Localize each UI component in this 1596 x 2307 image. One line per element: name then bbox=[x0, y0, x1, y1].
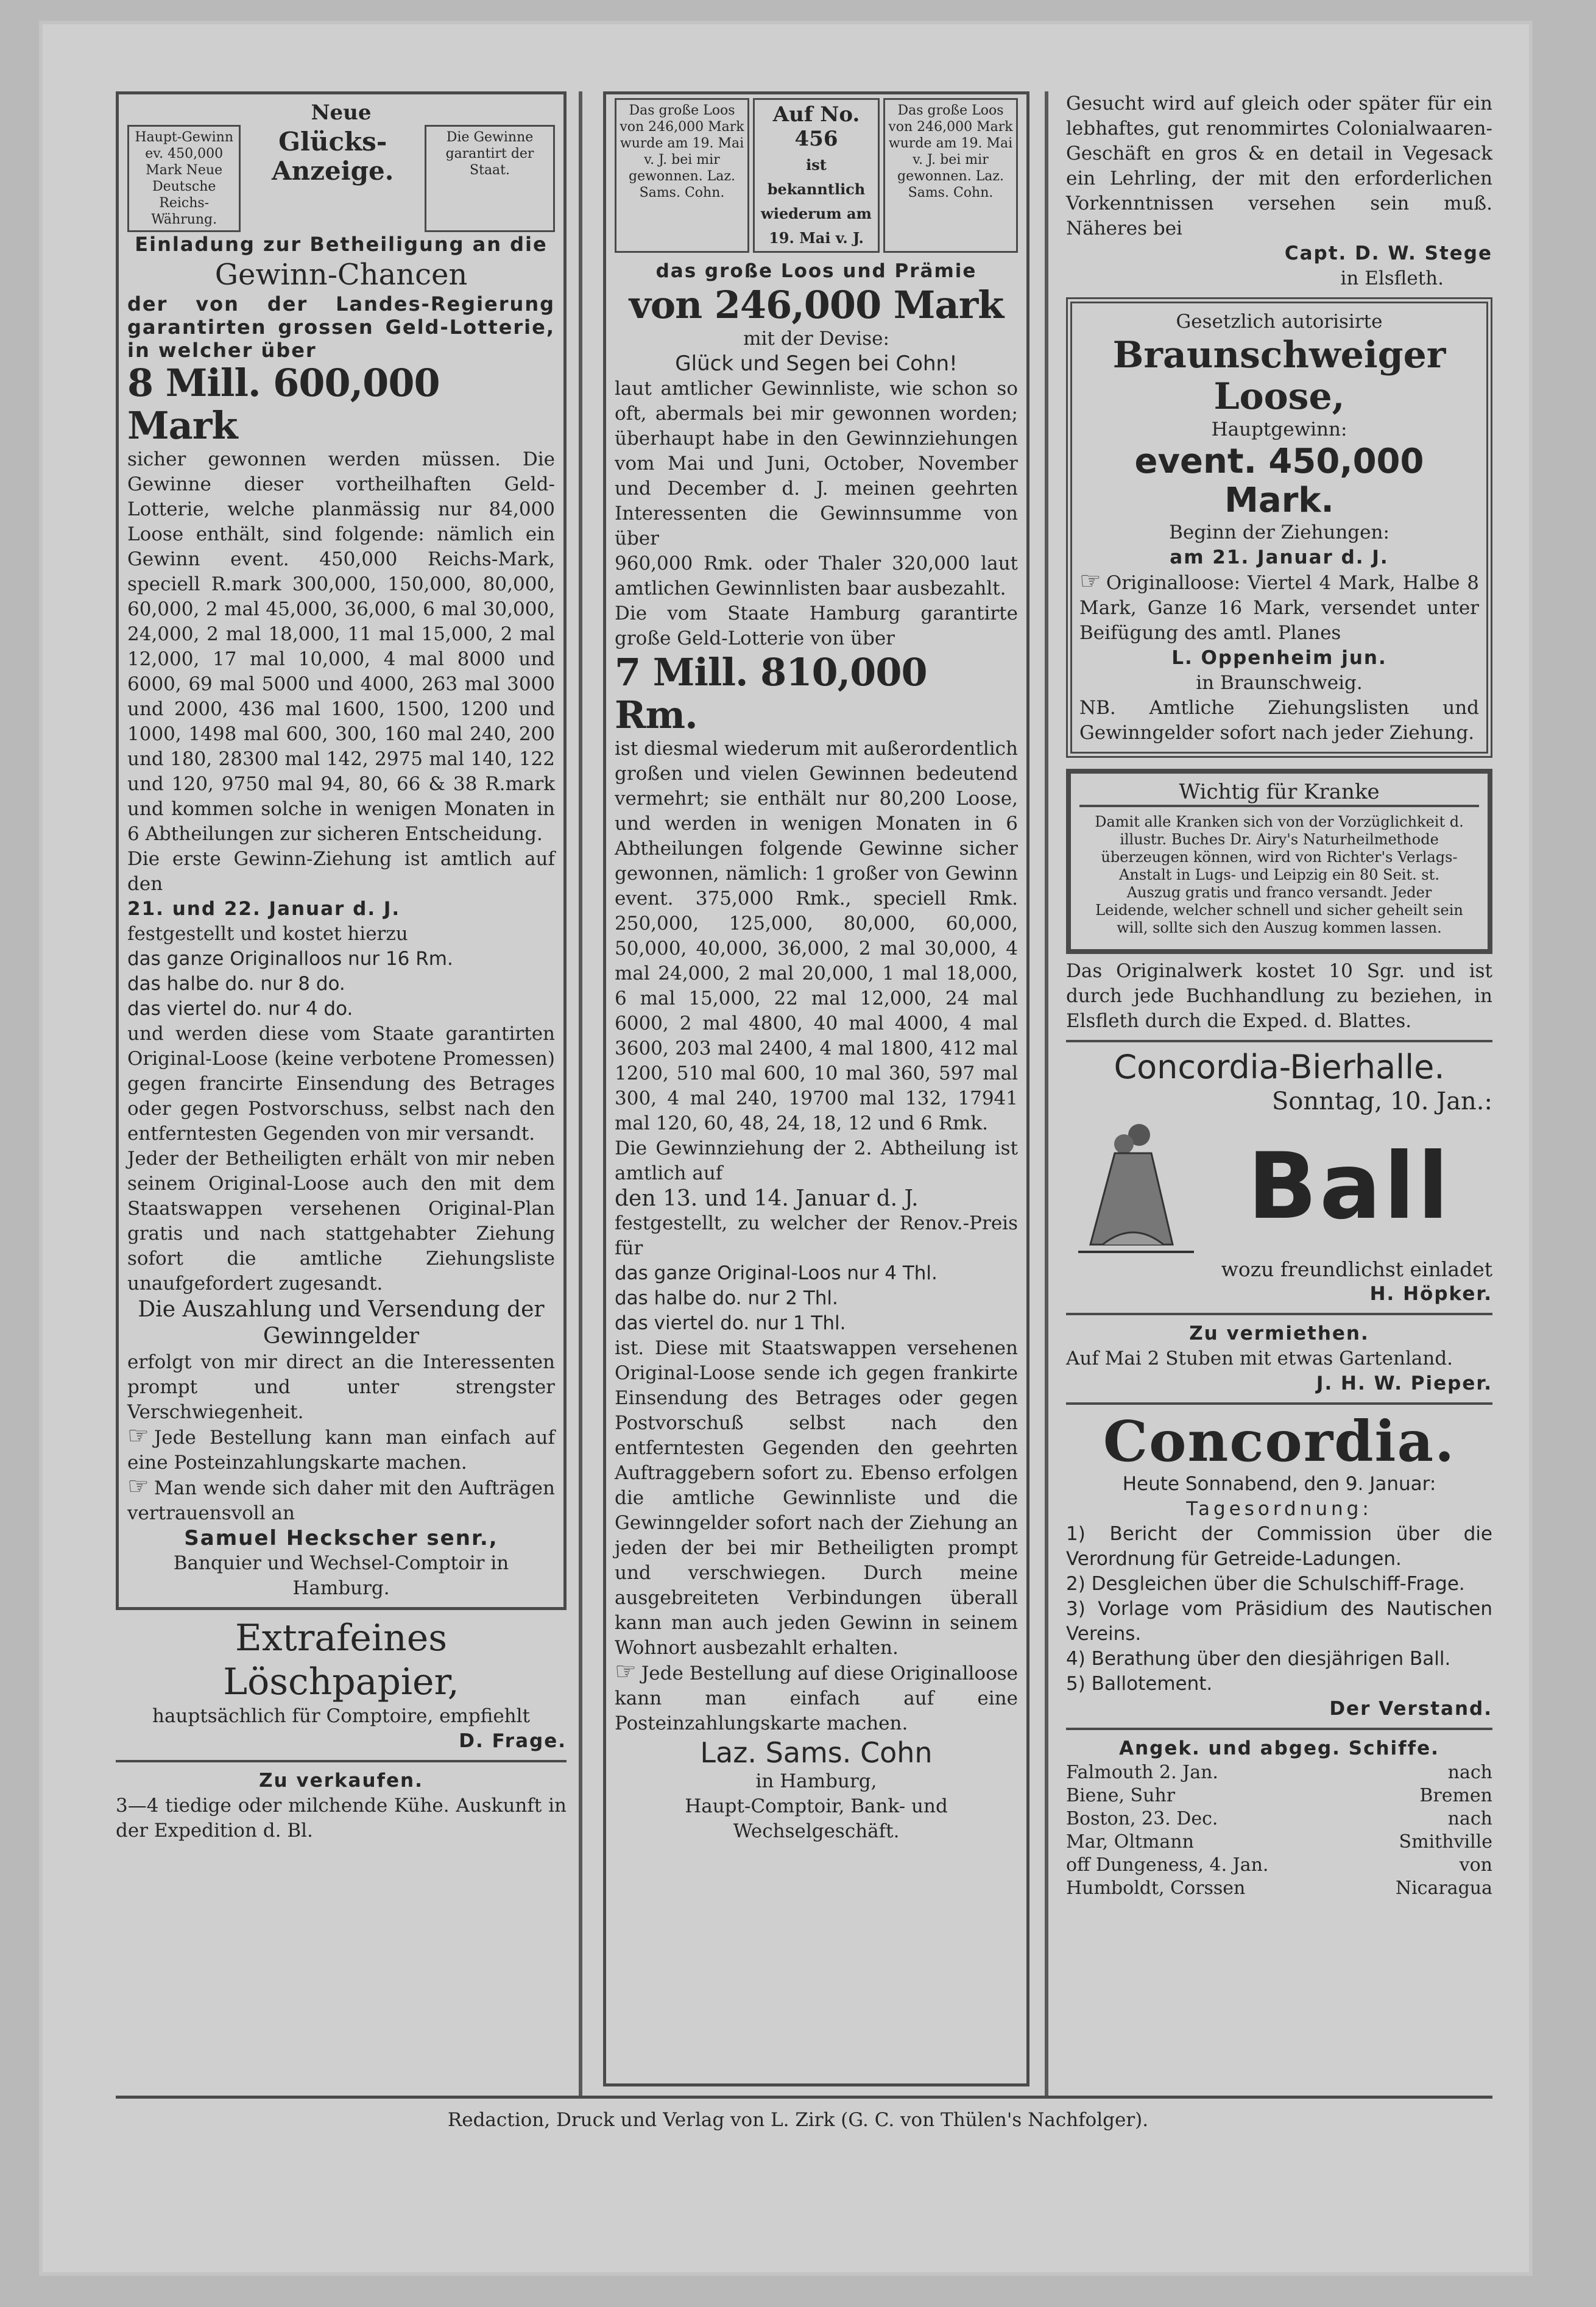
ship-dest: nach bbox=[1447, 1808, 1492, 1829]
gesetzlich-heading: Gesetzlich autorisirte bbox=[1176, 311, 1383, 333]
cohn-price-half: das halbe do. nur 2 Thl. bbox=[615, 1287, 838, 1309]
auszahlung-heading: Die Auszahlung und Versendung der Gewinngelder bbox=[138, 1297, 545, 1349]
gesucht-paragraph: Gesucht wird auf gleich oder später für ein lebhaftes, gut renommirtes Colonialwaaren-Geschäft en gros & en detail in Vegesack ein Lehrling, der mit den erforderlichen Vorkenntnissen versehen sein muß. Näheres bei bbox=[1066, 93, 1492, 239]
ship-row bbox=[1066, 1784, 1492, 1807]
column-2 bbox=[603, 91, 1029, 2086]
pointing-hand-icon: ☞ bbox=[127, 1422, 149, 1450]
list-item: 2) Desgleichen über die Schulschiff-Frage. bbox=[1066, 1573, 1465, 1595]
loos-praemie: das große Loos und Prämie bbox=[655, 260, 977, 282]
heute-text: Heute Sonnabend, den 9. Januar: bbox=[1122, 1473, 1436, 1495]
renov-preis: festgestellt, zu welcher der Renov.-Preis für bbox=[615, 1212, 1018, 1259]
ship-dest: Smithville bbox=[1399, 1831, 1492, 1853]
auftraege-text: Man wende sich daher mit den Aufträgen vertrauensvoll an bbox=[127, 1477, 555, 1524]
plan-paragraph: Jeder der Betheiligten erhält von mir neben seinem Original-Loose auch den mit dem Staatswappen versehenen Original-Plan gratis und nach stattgehabter Ziehung sofort die amtliche Ziehungsliste unaufgefordert zugesandt. bbox=[127, 1148, 555, 1295]
ziehung-date: 21. und 22. Januar d. J. bbox=[127, 898, 401, 920]
tagesordnung-label: Tagesordnung: bbox=[1186, 1498, 1372, 1520]
list-item: 4) Berathung über den diesjährigen Ball. bbox=[1066, 1648, 1451, 1670]
big-7-mill: 7 Mill. 810,000 Rm. bbox=[615, 650, 927, 737]
cohn-gewinne-paragraph: ist diesmal wiederum mit außerordentlich großen und vielen Gewinnen bedeutend vermehrt; sie enthält nur 80,200 Loose, und werden in wenigen Monaten in 6 Abtheilungen folgende Gewinne sicher gewonnen, nämlich: 1 großer von Gewinn event. 375,000 Rmk., speciell Rmk. 250,000, 125,000, 80,000, 60,000, 50,000, 40,000, 36,000, 2 mal 30,000, 4 mal 24,000, 2 mal 20,000, 1 mal 18,000, 6 mal 15,000, 22 mal 12,000, 24 mal 6000, 2 mal 4800, 40 mal 4000, 4 mal 3600, 203 mal 2400, 4 mal 1800, 412 mal 1200, 510 mal 600, 10 mal 360, 597 mal 300, 4 mal 240, 19700 mal 132, 17941 mal 120, 60, 48, 24, 18, 12 und 6 Rmk. bbox=[615, 738, 1019, 1134]
ship-place: Humboldt, Corssen bbox=[1066, 1878, 1246, 1899]
kranke-ad bbox=[1066, 769, 1492, 954]
divider bbox=[1066, 1313, 1492, 1315]
am-21-januar: am 21. Januar d. J. bbox=[1170, 546, 1389, 568]
heckscher-ad bbox=[116, 91, 567, 1610]
auf-no-456-title: Auf No. 456 bbox=[772, 102, 860, 151]
bestellung-text: Jede Bestellung kann man einfach auf eine Posteinzahlungskarte machen. bbox=[127, 1427, 555, 1474]
column-rule bbox=[579, 91, 582, 2096]
grosse-loos-box-right: Das große Loos von 246,000 Mark wurde am 19. Mai v. J. bei mir gewonnen. Laz. Sams. Cohn. bbox=[883, 98, 1018, 253]
ziehung-paragraph: Die erste Gewinn-Ziehung ist amtlich auf den bbox=[127, 848, 555, 895]
divider bbox=[1066, 1402, 1492, 1405]
ship-place: Boston, 23. Dec. bbox=[1066, 1808, 1218, 1829]
einladung-heading: Einladung zur Betheiligung an die bbox=[135, 233, 548, 256]
ship-dest: nach bbox=[1447, 1762, 1492, 1783]
pointing-hand-icon: ☞ bbox=[1079, 567, 1101, 595]
list-item: 1) Bericht der Commission über die Verordnung für Getreide-Ladungen. bbox=[1066, 1523, 1492, 1570]
cohn-comptoir: Haupt-Comptoir, Bank- und Wechselgeschäft. bbox=[685, 1795, 948, 1842]
braunschweiger-title: Braunschweiger Loose, bbox=[1112, 334, 1446, 418]
wichtig-heading: Wichtig für Kranke bbox=[1079, 780, 1479, 807]
footer-rule bbox=[116, 2096, 1492, 2099]
gewinnliste-paragraph: laut amtlicher Gewinnliste, wie schon so oft, abermals bei mir gewonnen worden; überhaupt habe in den Gewinnziehungen vom Mai und Juni, October, November und December d. J. meinen geehrten Interessenten die Gewinnsumme von über bbox=[615, 378, 1018, 549]
frage-signature: D. Frage. bbox=[459, 1730, 567, 1752]
braunschweig-city: in Braunschweig. bbox=[1196, 672, 1363, 694]
nb-text: NB. Amtliche Ziehungslisten und Gewinngelder sofort nach jeder Ziehung. bbox=[1079, 697, 1479, 744]
kuehe-text: 3—4 tiedige oder milchende Kühe. Auskunft in der Expedition d. Bl. bbox=[116, 1795, 567, 1842]
divider bbox=[116, 1760, 567, 1762]
concordia-bierhalle: Concordia-Bierhalle. bbox=[1114, 1048, 1445, 1086]
ship-row bbox=[1066, 1877, 1492, 1900]
cohn-bestellung: Jede Bestellung auf diese Originalloose kann man einfach auf eine Posteinzahlungskarte machen. bbox=[615, 1662, 1018, 1734]
hamburg-lotterie-paragraph: Die vom Staate Hamburg garantirte große Geld-Lotterie von über bbox=[615, 602, 1018, 649]
ship-place: Biene, Suhr bbox=[1066, 1785, 1176, 1806]
cohn-city: in Hamburg, bbox=[755, 1770, 877, 1792]
mai-text: Auf Mai 2 Stuben mit etwas Gartenland. bbox=[1066, 1348, 1453, 1369]
sonntag-text: Sonntag, 10. Jan.: bbox=[1271, 1087, 1492, 1115]
cohn-name: Laz. Sams. Cohn bbox=[700, 1736, 933, 1769]
landes-regierung: der von der Landes-Regierung garantirten grossen Geld-Lotterie, in welcher über bbox=[127, 292, 555, 362]
concordia-title: Concordia. bbox=[1103, 1408, 1456, 1474]
gewinn-chancen: Gewinn-Chancen bbox=[214, 258, 468, 292]
verstand-signature: Der Verstand. bbox=[1329, 1698, 1492, 1720]
heckscher-address: Banquier und Wechsel-Comptoir in Hamburg. bbox=[173, 1552, 509, 1599]
price-quarter: das viertel do. nur 4 do. bbox=[127, 998, 353, 1020]
haupt-gewinn-box: Haupt-Gewinn ev. 450,000 Mark Neue Deutsche Reichs-Währung. bbox=[127, 125, 241, 232]
cohn-date: den 13. und 14. Januar d. J. bbox=[615, 1186, 919, 1211]
schiffe-heading: Angek. und abgeg. Schiffe. bbox=[1119, 1737, 1439, 1759]
gluecks-header bbox=[127, 125, 555, 232]
ship-row bbox=[1066, 1831, 1492, 1854]
kranke-text: Damit alle Kranken sich von der Vorzüglichkeit d. illustr. Buches Dr. Airy's Naturheilmethode überzeugen können, wird von Richter's Verlags-Anstalt in Lugs- und Leipzig ein 80 Seit. st. Auszug gratis und franco versandt. Jeder Leidende, welcher schnell und sicher geheilt sein will, sollte sich den Auszug kommen lassen. bbox=[1095, 813, 1464, 936]
cohn-price-quarter: das viertel do. nur 1 Thl. bbox=[615, 1312, 846, 1334]
ships-list bbox=[1066, 1761, 1492, 1900]
column-rule bbox=[1045, 91, 1048, 2096]
cohn-price-whole: das ganze Original-Loos nur 4 Thl. bbox=[615, 1262, 937, 1284]
loeschpapier-sub: hauptsächlich für Comptoire, empfiehlt bbox=[152, 1705, 531, 1727]
glueck-segen: Glück und Segen bei Cohn! bbox=[675, 352, 958, 376]
garantirt-box: Die Gewinne garantirt der Staat. bbox=[425, 125, 555, 232]
gewinn-paragraph: sicher gewonnen werden müssen. Die Gewinne dieser vortheilhaften Geld-Lotterie, welche planmässig nur 84,000 Loose enthält, sind folgende: nämlich ein Gewinn event. 450,000 Reichs-Mark, speciell R.mark 300,000, 150,000, 80,000, 60,000, 2 mal 45,000, 36,000, 6 mal 30,000, 24,000, 2 mal 18,000, 11 mal 15,000, 2 mal 12,000, 17 mal 10,000, 4 mal 8000 und 6000, 69 mal 5000 und 4000, 263 mal 3000 und 2000, 436 mal 1600, 1500, 1200 und 1000, 1498 mal 600, 300, 160 mal 240, 200 und 180, 28300 mal 142, 2975 mal 140, 122 und 120, 9750 mal 94, 80, 66 & 38 R.mark und kommen solche in wenigen Monaten in 6 Abtheilungen zur sicheren Entscheidung. bbox=[127, 448, 555, 845]
divider bbox=[1066, 1040, 1492, 1042]
ship-place: Falmouth 2. Jan. bbox=[1066, 1762, 1218, 1783]
dancing-couple-icon bbox=[1066, 1117, 1206, 1257]
pointing-hand-icon: ☞ bbox=[127, 1472, 149, 1500]
ball-row bbox=[1066, 1117, 1492, 1257]
big-246000: von 246,000 Mark bbox=[629, 283, 1004, 327]
list-item: 3) Vorlage vom Präsidium des Nautischen Vereins. bbox=[1066, 1598, 1492, 1645]
vermiethen-heading: Zu vermiethen. bbox=[1189, 1323, 1369, 1344]
list-item: 5) Ballotement. bbox=[1066, 1673, 1213, 1695]
price-whole: das ganze Originalloos nur 16 Rm. bbox=[127, 948, 453, 970]
neue-heading: Neue bbox=[311, 101, 372, 125]
stege-signature: Capt. D. W. Stege bbox=[1284, 242, 1492, 264]
column-1 bbox=[116, 91, 567, 2086]
wozu-text: wozu freundlichst einladet bbox=[1221, 1257, 1492, 1281]
staatswappen-paragraph: ist. Diese mit Staatswappen versehenen Original-Loose sende ich gegen frankirte Einsendung des Betrages oder gegen Postvorschuß selbst nach den entferntesten Gegenden den geehrten Auftraggebern sofort zu. Ebenso erfolgen die amtliche Gewinnliste und die Gewinngelder sofort nach der Ziehung an jeden der bei mir Betheiligten prompt und verschwiegen. Durch meine ausgebreiteten Verbindungen überall kann man auch jeden Gewinn in seinem Wohnort ausbezahlt erhalten. bbox=[615, 1337, 1018, 1659]
beginn-label: Beginn der Ziehungen: bbox=[1169, 521, 1389, 543]
ship-row bbox=[1066, 1854, 1492, 1877]
grosse-loos-box-left: Das große Loos von 246,000 Mark wurde am 19. Mai v. J. bei mir gewonnen. Laz. Sams. Cohn. bbox=[615, 98, 749, 253]
column-3 bbox=[1066, 91, 1492, 1900]
kostet-text: festgestellt und kostet hierzu bbox=[127, 923, 408, 945]
loeschpapier-heading: Extrafeines Löschpapier, bbox=[223, 1617, 459, 1703]
divider bbox=[1066, 1728, 1492, 1730]
ship-place: Mar, Oltmann bbox=[1066, 1831, 1194, 1853]
ausbezahlt-paragraph: 960,000 Rmk. oder Thaler 320,000 laut amtlichen Gewinnlisten baar ausbezahlt. bbox=[615, 553, 1018, 599]
braunschweig-ad bbox=[1066, 297, 1492, 758]
imprint-footer: Redaction, Druck und Verlag von L. Zirk (G. C. von Thülen's Nachfolger). bbox=[447, 2109, 1149, 2131]
ship-row bbox=[1066, 1761, 1492, 1784]
verkaufen-heading: Zu verkaufen. bbox=[259, 1770, 423, 1792]
hauptgewinn-label: Hauptgewinn: bbox=[1211, 419, 1347, 440]
ship-dest: Nicaragua bbox=[1395, 1878, 1492, 1899]
originalloose-text: Originalloose: Viertel 4 Mark, Halbe 8 Mark, Ganze 16 Mark, versendet unter Beifügung des amtl. Planes bbox=[1079, 572, 1479, 644]
originalwerk-text: Das Originalwerk kostet 10 Sgr. und ist durch jede Buchhandlung zu beziehen, in Elsfleth durch die Exped. d. Blattes. bbox=[1066, 960, 1492, 1032]
auf-no-456 bbox=[753, 98, 880, 253]
versand-paragraph: und werden diese vom Staate garantirten Original-Loose (keine verbotene Promessen) gegen francirte Einsendung des Betrages oder gegen Postvorschuss, selbst nach den entferntesten Gegenden von mir versandt. bbox=[127, 1023, 555, 1145]
oppenheim-name: L. Oppenheim jun. bbox=[1171, 647, 1387, 669]
elsfleth-text: in Elsfleth. bbox=[1340, 267, 1444, 289]
ship-dest: Bremen bbox=[1419, 1785, 1492, 1806]
gluecks-anzeige-title: Glücks-Anzeige. bbox=[272, 127, 394, 186]
hoepker-signature: H. Höpker. bbox=[1369, 1283, 1492, 1305]
price-half: das halbe do. nur 8 do. bbox=[127, 973, 345, 995]
ship-dest: von bbox=[1459, 1854, 1492, 1876]
cohn-ad bbox=[603, 91, 1029, 2086]
pieper-signature: J. H. W. Pieper. bbox=[1316, 1373, 1492, 1394]
bekanntlich-text: ist bekanntlich wiederum am 19. Mai v. J. bbox=[761, 156, 872, 247]
cohn-header bbox=[615, 98, 1018, 253]
ship-row bbox=[1066, 1807, 1492, 1831]
verschwiegenheit-paragraph: erfolgt von mir direct an die Interessenten prompt und unter strengster Verschwiegenheit. bbox=[127, 1351, 555, 1423]
heckscher-name: Samuel Heckscher senr., bbox=[184, 1526, 498, 1550]
devise-text: mit der Devise: bbox=[743, 328, 889, 350]
ball-title: Ball bbox=[1247, 1134, 1452, 1240]
event-450000: event. 450,000 Mark. bbox=[1134, 442, 1424, 520]
pointing-hand-icon: ☞ bbox=[615, 1658, 637, 1686]
abtheilung-paragraph: Die Gewinnziehung der 2. Abtheilung ist amtlich auf bbox=[615, 1137, 1018, 1184]
big-amount: 8 Mill. 600,000 Mark bbox=[127, 361, 440, 448]
tagesordnung-list bbox=[1066, 1522, 1492, 1697]
ship-place: off Dungeness, 4. Jan. bbox=[1066, 1854, 1269, 1876]
